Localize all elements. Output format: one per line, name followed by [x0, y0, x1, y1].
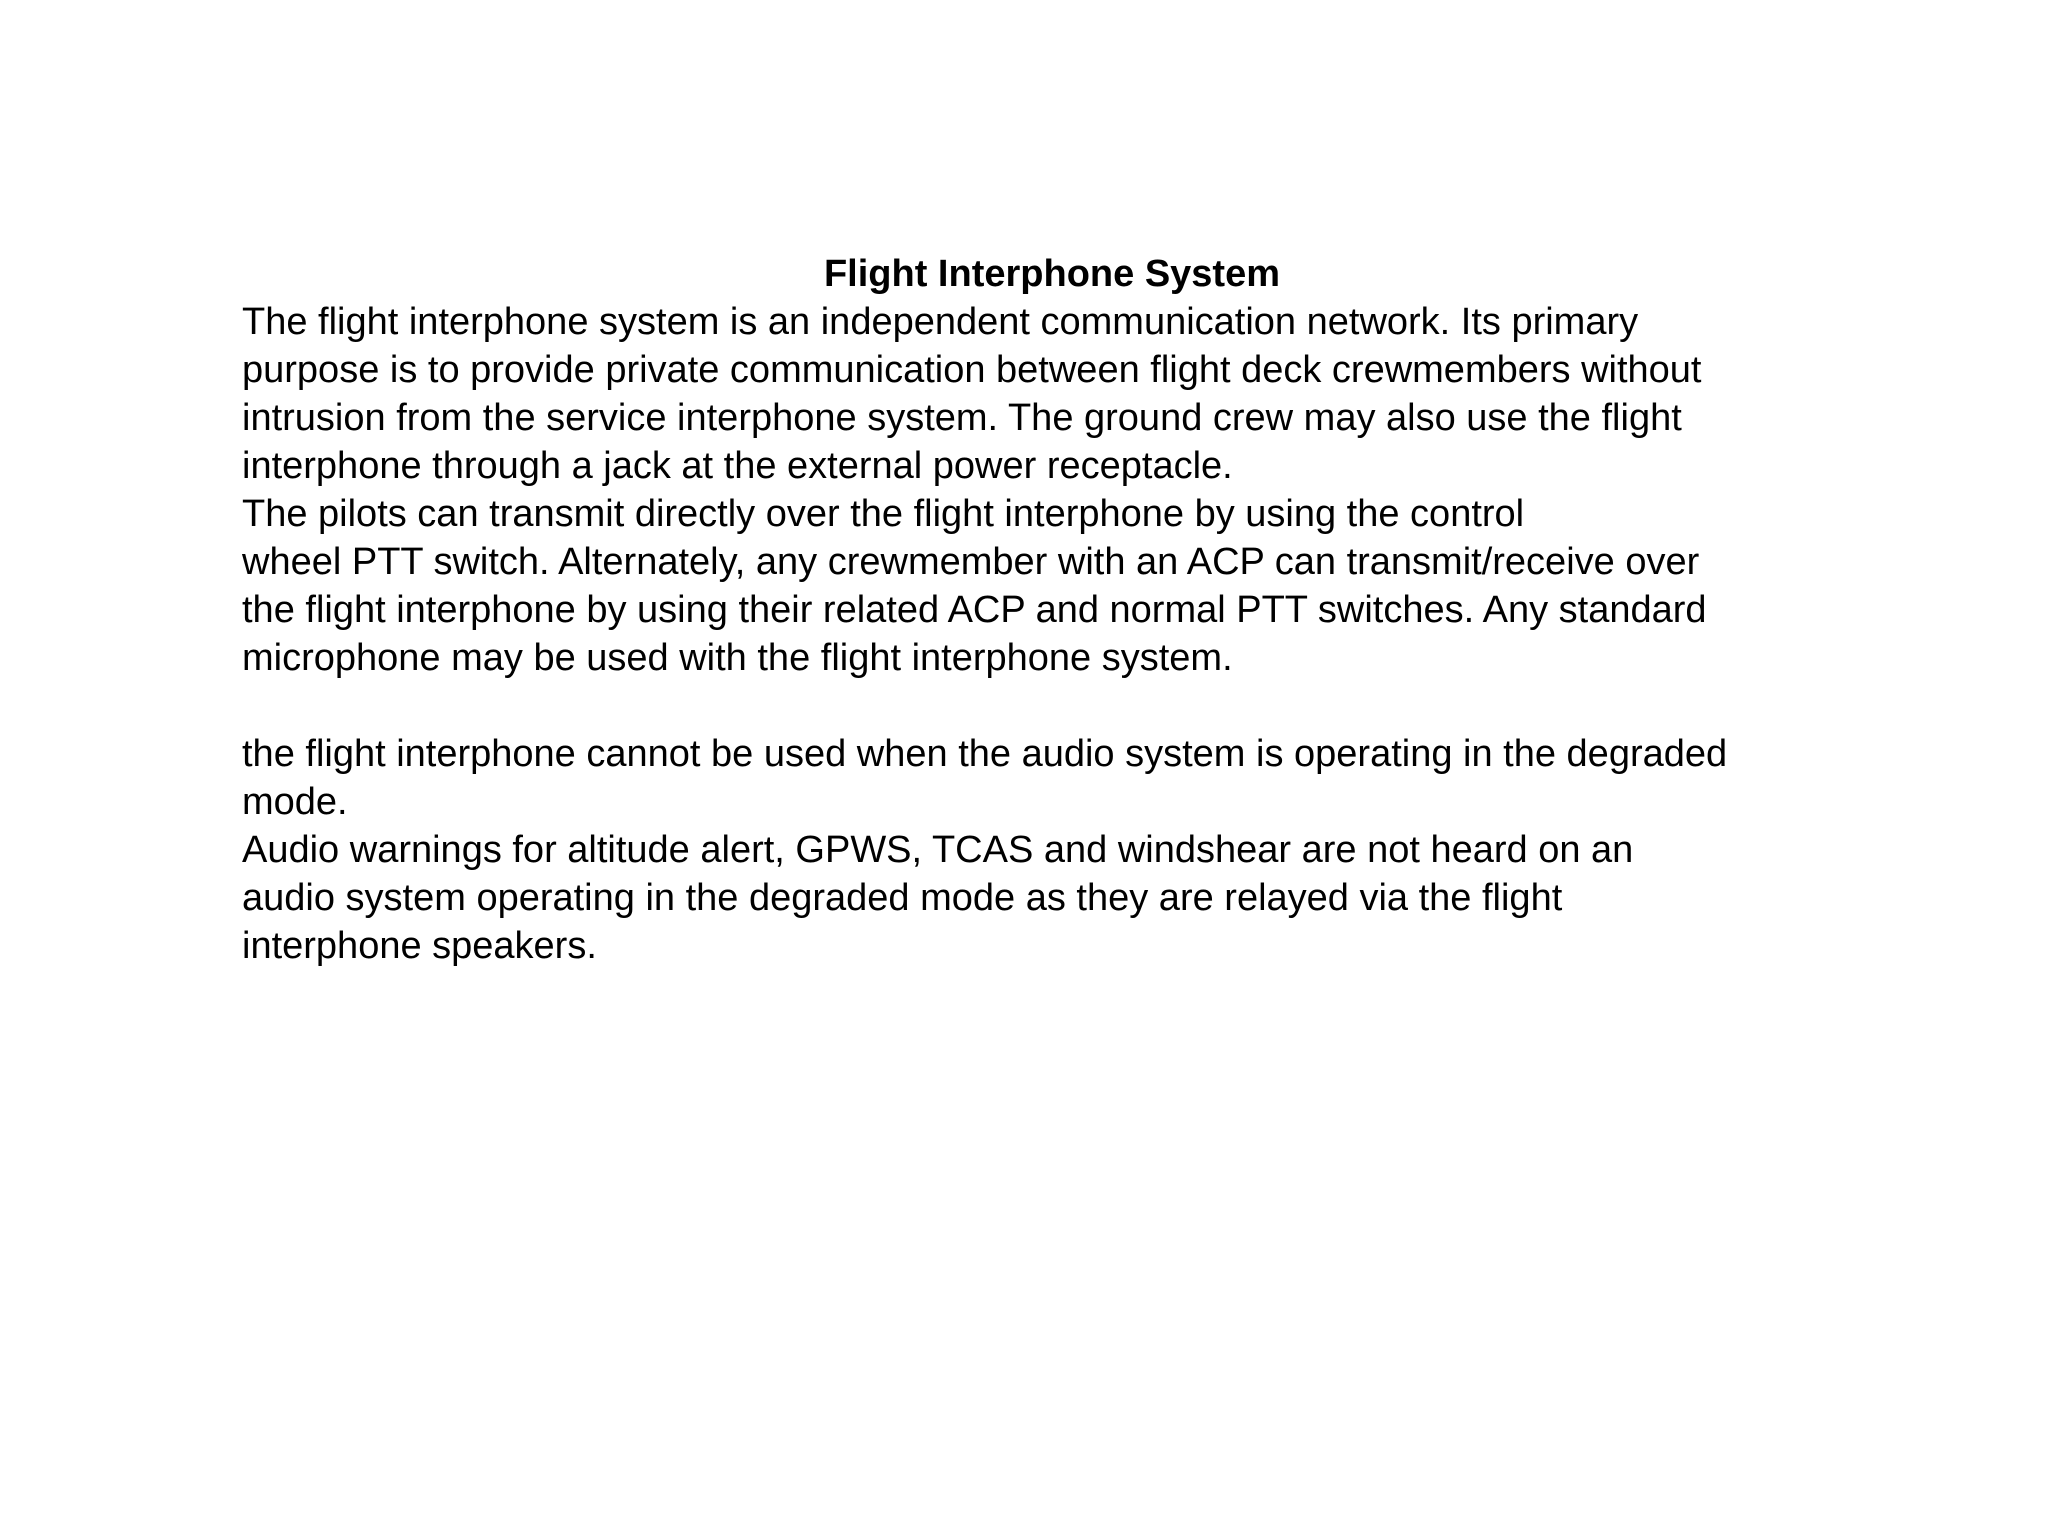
paragraph-line: mode. — [242, 781, 348, 823]
paragraph-line: the flight interphone cannot be used when the audio system is operating in the degraded — [242, 733, 1728, 775]
document-title: Flight Interphone System — [823, 253, 1281, 295]
blank-line — [242, 682, 1862, 730]
paragraph-line: intrusion from the service interphone system. The ground crew may also use the flight — [242, 397, 1682, 439]
paragraph-line: The pilots can transmit directly over the flight interphone by using the control — [242, 493, 1525, 535]
paragraph-line: wheel PTT switch. Alternately, any crewmember with an ACP can transmit/receive over — [242, 541, 1700, 583]
document-body — [242, 250, 1862, 970]
paragraph-line: purpose is to provide private communication between flight deck crewmembers without — [242, 349, 1702, 391]
paragraph-line: interphone through a jack at the external power receptacle. — [242, 445, 1233, 487]
paragraph-line: microphone may be used with the flight interphone system. — [242, 637, 1233, 679]
paragraph-line: the flight interphone by using their related ACP and normal PTT switches. Any standard — [242, 589, 1707, 631]
paragraph-line: Audio warnings for altitude alert, GPWS, TCAS and windshear are not heard on an — [242, 829, 1634, 871]
paragraph-line: audio system operating in the degraded mode as they are relayed via the flight — [242, 877, 1563, 919]
paragraph-line: interphone speakers. — [242, 925, 597, 967]
paragraph-line: The flight interphone system is an independent communication network. Its primary — [242, 301, 1639, 343]
